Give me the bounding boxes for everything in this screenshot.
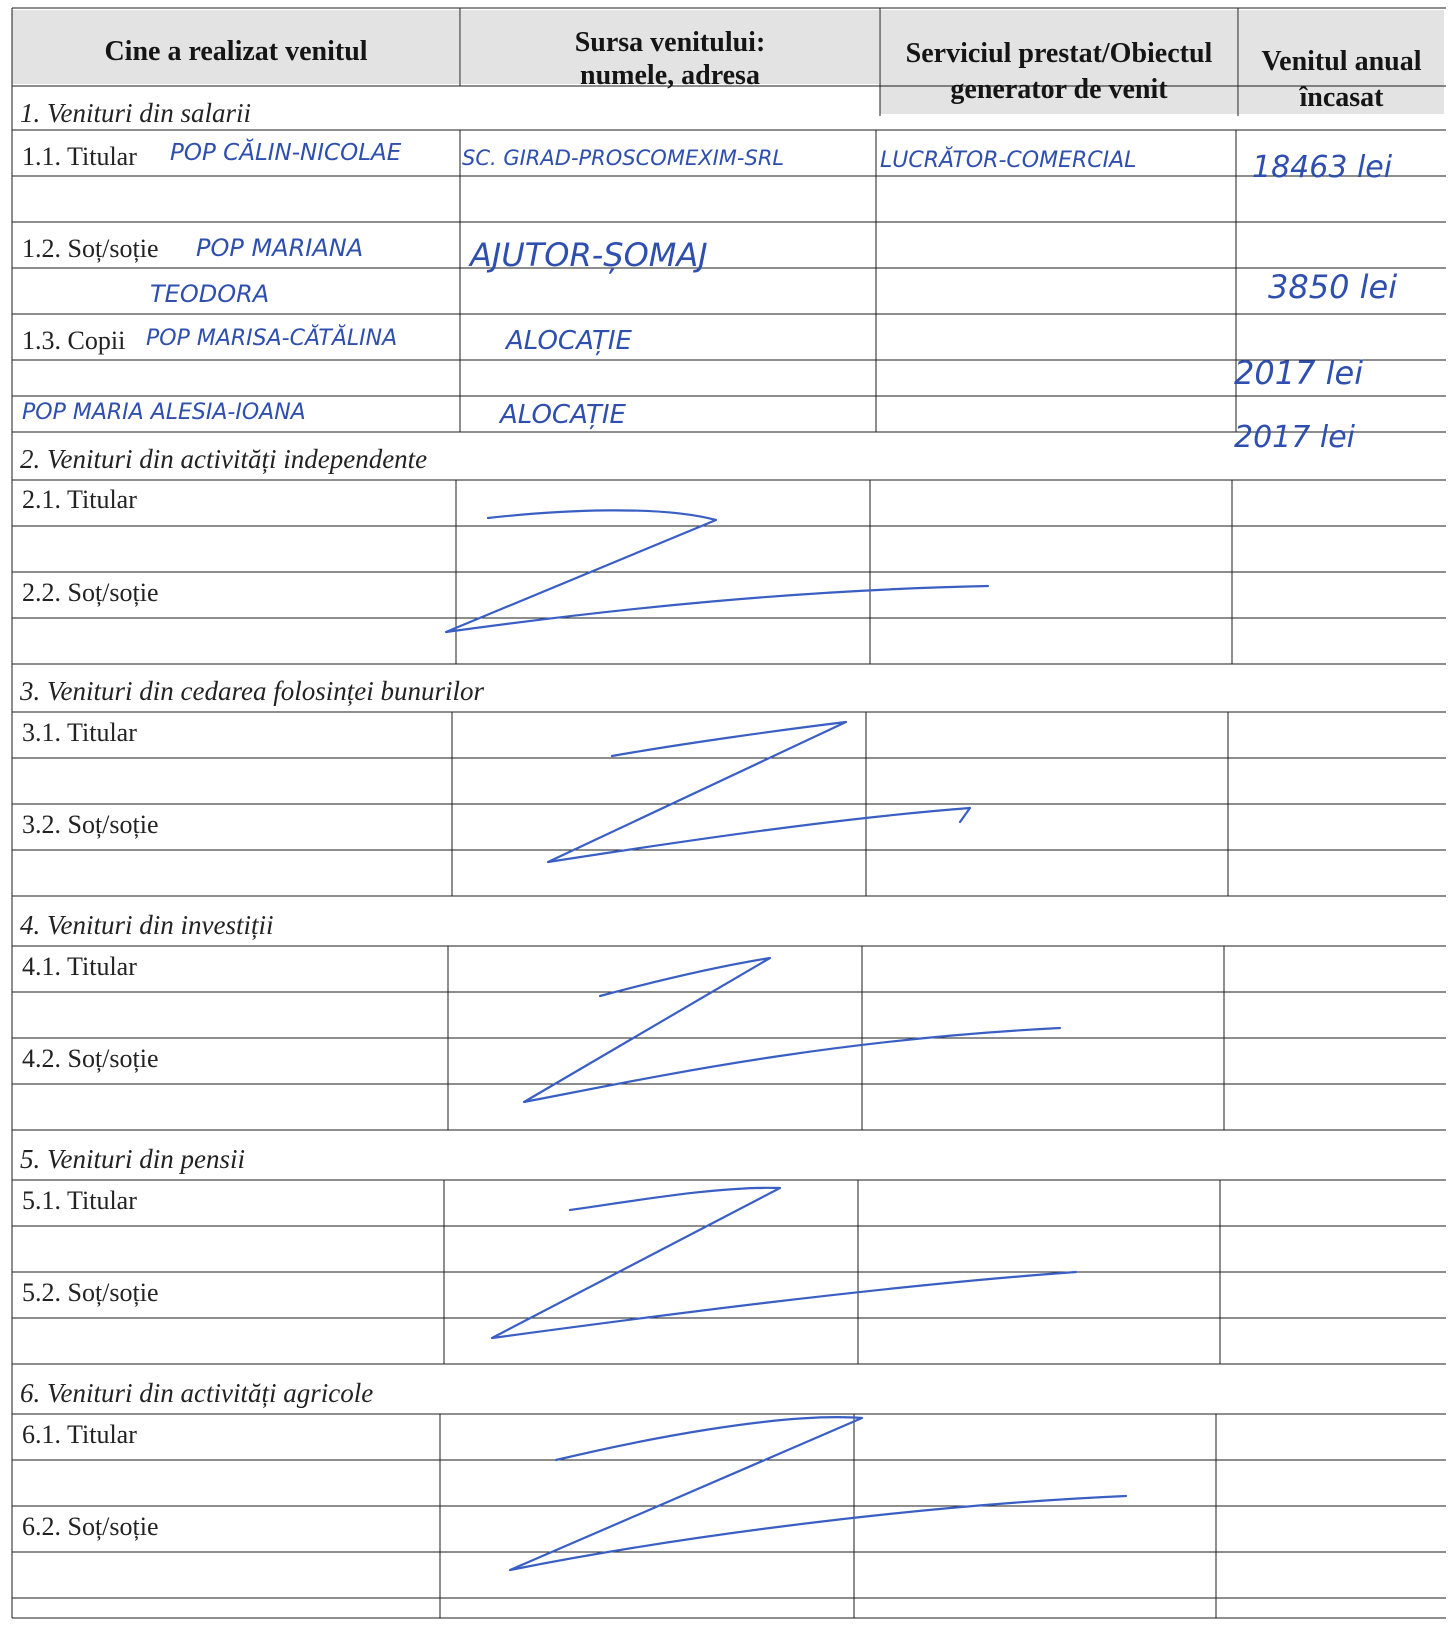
handwritten-titular-name: POP CĂLIN-NICOLAE xyxy=(170,140,402,166)
row-label-6-1: 6.1. Titular xyxy=(22,1420,137,1449)
row-label-4-2: 4.2. Soț/soție xyxy=(22,1044,159,1073)
cancel-mark-section-5 xyxy=(492,1188,1076,1338)
cancel-mark-section-6 xyxy=(510,1417,1126,1570)
handwritten-titular-amount: 18463 lei xyxy=(1252,150,1393,185)
section-title-agricultural: 6. Venituri din activități agricole xyxy=(20,1378,374,1408)
row-label-6-2: 6.2. Soț/soție xyxy=(22,1512,159,1541)
section-title-rent: 3. Venituri din cedarea folosinței bunurilor xyxy=(20,676,484,706)
row-label-2-2: 2.2. Soț/soție xyxy=(22,578,159,607)
cancel-mark-section-3 xyxy=(548,722,970,862)
handwritten-child2-source: ALOCAȚIE xyxy=(500,400,626,430)
header-col4-line1: Venitul anual xyxy=(1261,46,1422,77)
handwritten-child1-name: POP MARISA-CĂTĂLINA xyxy=(146,326,398,351)
row-label-4-1: 4.1. Titular xyxy=(22,952,137,981)
cancel-mark-section-4 xyxy=(524,958,1060,1102)
section-title-independent: 2. Venituri din activități independente xyxy=(20,444,428,474)
section-title-pensions: 5. Venituri din pensii xyxy=(20,1144,245,1174)
header-col3-line2: generator de venit xyxy=(950,74,1168,105)
header-col1: Cine a realizat venitul xyxy=(104,36,368,67)
row-label-3-1: 3.1. Titular xyxy=(22,718,137,747)
handwritten-spouse-amount: 3850 lei xyxy=(1268,268,1398,306)
header-col2-line2: numele, adresa xyxy=(580,60,760,91)
handwritten-spouse-name: POP MARIANA xyxy=(196,234,364,262)
handwritten-spouse-source: AJUTOR-ȘOMAJ xyxy=(470,236,708,274)
row-label-1-2: 1.2. Soț/soție xyxy=(22,234,159,263)
row-label-1-1: 1.1. Titular xyxy=(22,142,137,171)
section-title-salaries: 1. Venituri din salarii xyxy=(20,98,252,128)
section-title-investments: 4. Venituri din investiții xyxy=(20,910,274,940)
handwritten-spouse-name-line2: TEODORA xyxy=(150,280,270,308)
row-label-5-1: 5.1. Titular xyxy=(22,1186,137,1215)
row-label-2-1: 2.1. Titular xyxy=(22,485,137,514)
header-col3-line1: Serviciul prestat/Obiectul xyxy=(905,38,1213,69)
header-col4-line2: încasat xyxy=(1299,82,1384,113)
handwritten-child1-amount: 2017 lei xyxy=(1234,354,1364,392)
handwritten-child2-amount: 2017 lei xyxy=(1234,420,1356,455)
handwritten-child2-name: POP MARIA ALESIA-IOANA xyxy=(22,400,306,425)
row-label-1-3: 1.3. Copii xyxy=(22,326,126,355)
row-label-3-2: 3.2. Soț/soție xyxy=(22,810,159,839)
handwritten-titular-source: SC. GIRAD-PROSCOMEXIM-SRL xyxy=(462,146,785,170)
handwritten-titular-service: LUCRĂTOR-COMERCIAL xyxy=(880,148,1137,173)
handwritten-child1-source: ALOCAȚIE xyxy=(506,326,632,356)
row-label-5-2: 5.2. Soț/soție xyxy=(22,1278,159,1307)
header-col2-line1: Sursa venitului: xyxy=(574,27,766,58)
cancel-mark-section-2 xyxy=(446,510,988,632)
